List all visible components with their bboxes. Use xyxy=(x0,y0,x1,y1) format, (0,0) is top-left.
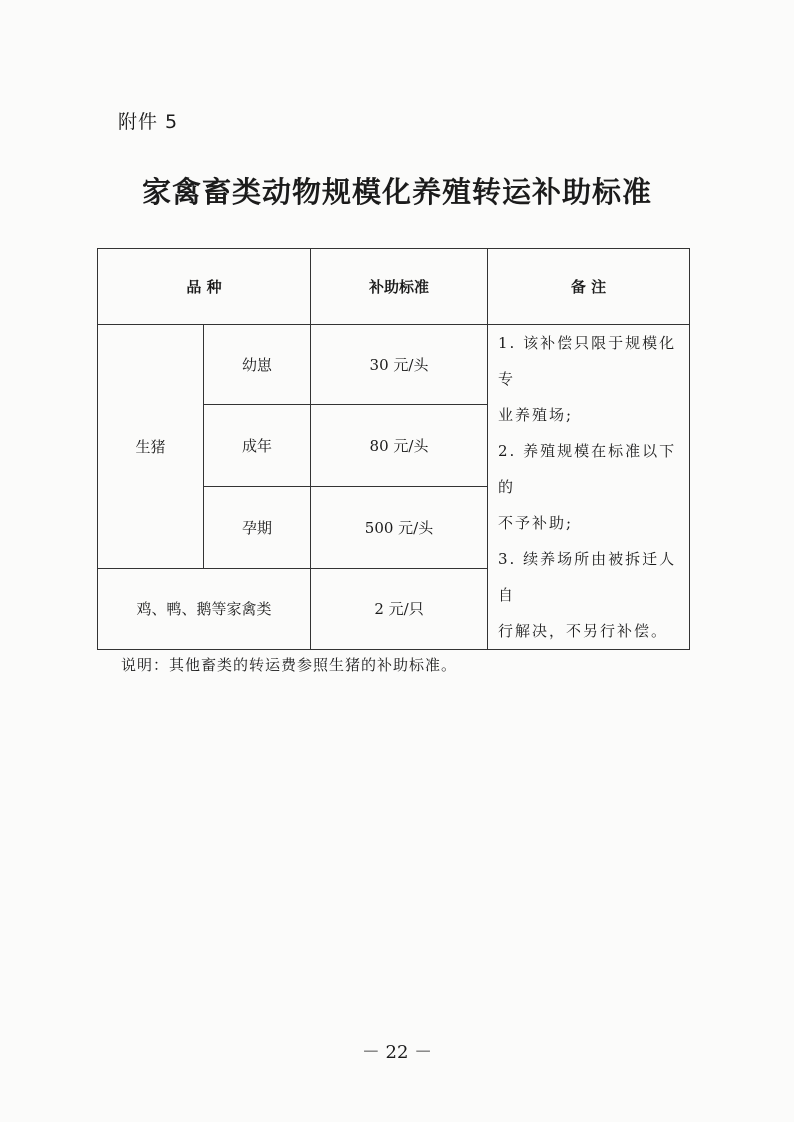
attachment-label: 附件 5 xyxy=(118,111,179,133)
note-line: 3. 续养场所由被拆迁人自 xyxy=(498,550,677,604)
pig-standard-cell: 500 元/头 xyxy=(311,487,488,568)
header-standard: 补助标准 xyxy=(311,249,488,325)
note-line: 2. 养殖规模在标准以下的 xyxy=(498,442,677,496)
header-variety: 品 种 xyxy=(98,249,311,325)
note-line: 业养殖场; xyxy=(498,406,574,424)
note-line: 不予补助; xyxy=(498,514,574,532)
header-notes: 备 注 xyxy=(488,249,690,325)
page-number: － 22 － xyxy=(361,1042,433,1063)
pig-standard-cell: 80 元/头 xyxy=(311,405,488,487)
table-row xyxy=(98,325,690,405)
pig-stage-cell: 孕期 xyxy=(204,487,311,568)
poultry-category-cell: 鸡、鸭、鹅等家禽类 xyxy=(98,568,311,649)
subsidy-table xyxy=(97,248,690,650)
note-line: 行解决，不另行补偿。 xyxy=(498,622,669,640)
pig-category-cell: 生猪 xyxy=(98,325,204,569)
pig-standard-cell: 30 元/头 xyxy=(311,325,488,405)
notes-cell xyxy=(488,325,690,650)
note-line: 1. 该补偿只限于规模化专 xyxy=(498,334,677,388)
poultry-standard-cell: 2 元/只 xyxy=(311,568,488,649)
footnote: 说明：其他畜类的转运费参照生猪的补助标准。 xyxy=(121,656,458,674)
document-title: 家禽畜类动物规模化养殖转运补助标准 xyxy=(141,175,652,209)
pig-stage-cell: 幼崽 xyxy=(204,325,311,405)
table-header-row xyxy=(98,249,690,325)
pig-stage-cell: 成年 xyxy=(204,405,311,487)
